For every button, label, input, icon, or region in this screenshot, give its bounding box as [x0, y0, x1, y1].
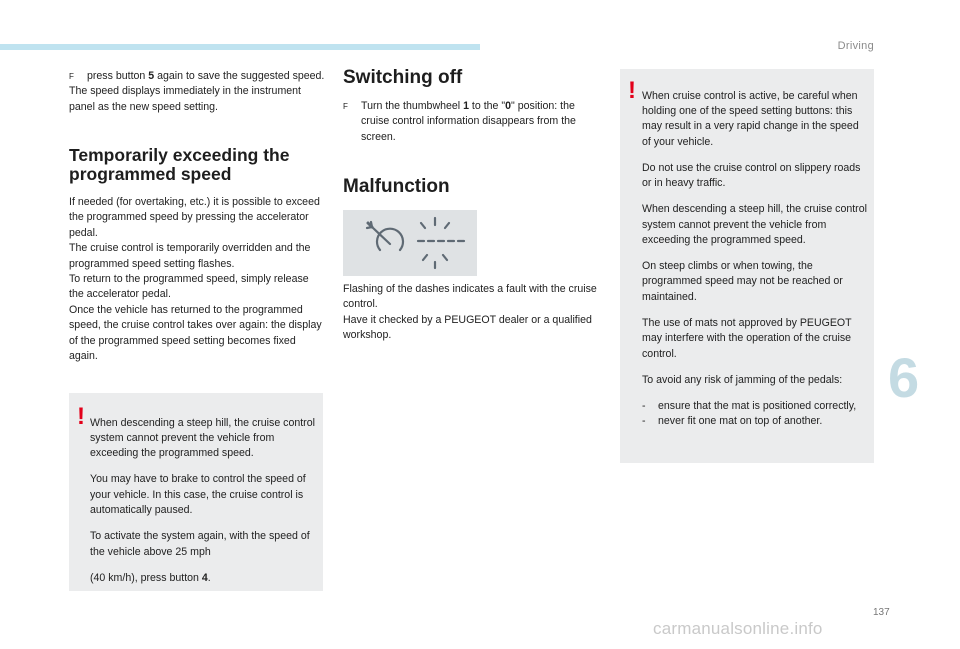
- position-number: 0: [505, 100, 512, 112]
- chapter-number: 6: [888, 346, 920, 409]
- bullet-marker: F: [69, 72, 74, 81]
- bullet-marker: F: [343, 102, 348, 111]
- paragraph: To return to the programmed speed, simply release the accelerator pedal.: [69, 273, 309, 301]
- paragraph: (40 km/h), press button 4.: [90, 571, 211, 584]
- bullet-text: press button 5 again to save the suggested speed.: [87, 70, 325, 82]
- malfunction-body: [343, 282, 599, 344]
- list-item: [69, 69, 325, 84]
- speed-display-note: The speed displays immediately in the instrument panel as the new speed setting.: [69, 85, 301, 113]
- list-item: [343, 99, 599, 145]
- paragraph: The cruise control is temporarily overridden and the programmed speed setting flashes.: [69, 242, 311, 270]
- paragraph: You may have to brake to control the speed of your vehicle. In this case, the cruise control is automatically paused.: [90, 473, 306, 517]
- heading-temporarily-exceeding: Temporarily exceeding the programmed speed: [69, 145, 290, 184]
- warning-icon: !: [77, 403, 85, 430]
- page-number: 137: [873, 607, 890, 618]
- list-item-text: ensure that the mat is positioned correctly,: [658, 399, 857, 412]
- warning-text: [90, 405, 318, 597]
- malfunction-illustration: [343, 210, 477, 276]
- warning-note-cruise-active: [620, 69, 874, 463]
- button-number: 4: [201, 571, 208, 584]
- paragraph: To activate the system again, with the speed of the vehicle above 25 mph: [90, 530, 310, 558]
- header-accent-bar: [0, 44, 480, 50]
- temporarily-exceeding-body: [69, 195, 325, 364]
- paragraph: Once the vehicle has returned to the programmed speed, the cruise control takes over again: the display of the programmed speed setting becomes fixed again.: [69, 303, 322, 363]
- paragraph: Have it checked by a PEUGEOT dealer or a qualified workshop.: [343, 313, 592, 342]
- warning-icon: !: [628, 77, 636, 104]
- warning-text: [642, 78, 870, 429]
- paragraph: When descending a steep hill, the cruise control system cannot prevent the vehicle from exceeding the programmed speed.: [90, 416, 315, 460]
- paragraph: When descending a steep hill, the cruise control system cannot prevent the vehicle from exceeding the programmed speed.: [642, 203, 867, 247]
- heading-malfunction: Malfunction: [343, 176, 450, 197]
- save-speed-section: [69, 69, 325, 115]
- paragraph: Flashing of the dashes indicates a fault with the cruise control.: [343, 283, 597, 311]
- list-item-text: never fit one mat on top of another.: [658, 415, 823, 428]
- paragraph: If needed (for overtaking, etc.) it is possible to exceed the programmed speed by pressing the accelerator pedal.: [69, 196, 320, 239]
- paragraph: To avoid any risk of jamming of the pedals:: [642, 373, 843, 386]
- paragraph: The use of mats not approved by PEUGEOT may interfere with the operation of the cruise control.: [642, 316, 852, 360]
- dash-marker: -: [642, 415, 646, 428]
- list-item: [642, 414, 870, 429]
- switching-off-body: [343, 99, 599, 145]
- list-item: [642, 399, 870, 414]
- warning-note-steep-hill: [69, 393, 323, 591]
- cruise-control-fault-icon: [343, 210, 477, 276]
- heading-switching-off: Switching off: [343, 67, 463, 88]
- watermark: carmanualsonline.info: [653, 619, 823, 638]
- paragraph: When cruise control is active, be careful when holding one of the speed setting buttons: this may result in a very rapid change in the speed of your vehicle.: [642, 89, 859, 148]
- button-number: 5: [148, 70, 155, 82]
- paragraph: Do not use the cruise control on slippery roads or in heavy traffic.: [642, 161, 861, 190]
- thumbwheel-number: 1: [463, 100, 469, 112]
- section-title: Driving: [837, 40, 874, 52]
- paragraph: On steep climbs or when towing, the programmed speed may not be reached or maintained.: [642, 260, 843, 303]
- bullet-text: Turn the thumbwheel 1 to the "0" position: the cruise control information disappears from the screen.: [361, 100, 576, 143]
- dash-marker: -: [642, 399, 646, 412]
